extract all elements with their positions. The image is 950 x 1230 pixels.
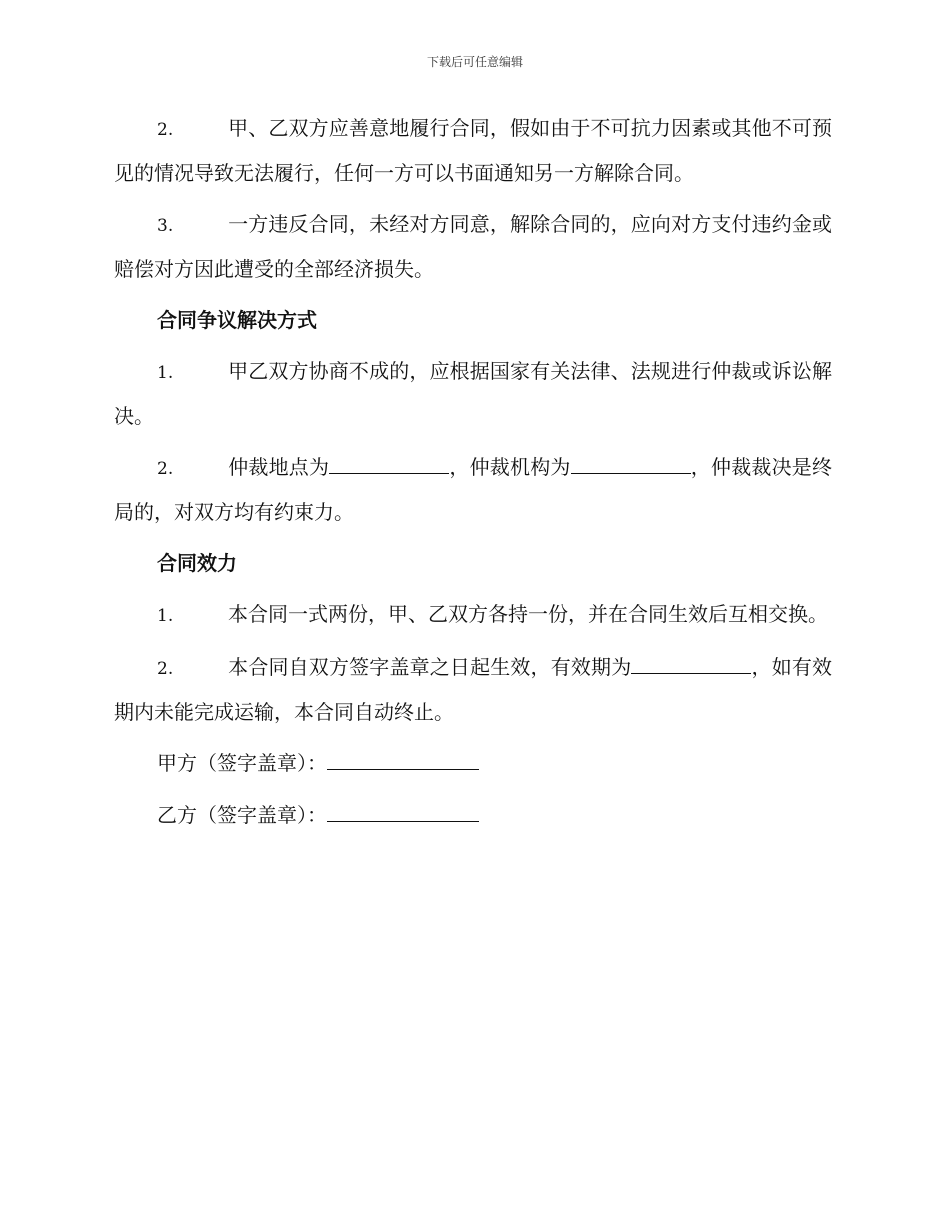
clause-number: 2. [157,459,174,479]
clause-number: 2. [157,120,174,140]
clause-text: ，仲裁裁决是终局的，对双方均有约束力。 [114,455,833,524]
clause-text: 一方违反合同，未经对方同意，解除合同的，应向对方支付违约金或赔偿对方因此遭受的全部经济损失。 [114,212,832,281]
section-heading-effect: 合同效力 [157,551,237,575]
document-body [114,107,832,846]
clause-number: 2. [157,659,174,679]
clause-text: 甲、乙双方应善意地履行合同，假如由于不可抗力因素或其他不可预见的情况导致无法履行，任何一方可以书面通知另一方解除合同。 [114,116,832,185]
clause-termination-3 [114,203,832,291]
signature-party-a [114,742,832,785]
signature-party-b [114,794,832,837]
party-b-signature-blank[interactable] [327,801,479,822]
clause-number: 3. [157,216,174,236]
clause-number: 1. [157,606,174,626]
clause-text: 本合同一式两份，甲、乙双方各持一份，并在合同生效后互相交换。 [228,602,828,626]
arbitration-location-blank[interactable] [329,453,449,474]
section-heading-dispute: 合同争议解决方式 [157,308,317,332]
clause-text: 仲裁地点为 [228,455,330,479]
party-a-signature-blank[interactable] [327,749,479,770]
clause-number: 1. [157,363,174,383]
clause-text: ，仲裁机构为 [449,455,571,479]
clause-text: 本合同自双方签字盖章之日起生效，有效期为 [228,655,632,679]
signature-label: 甲方（签字盖章）： [157,751,327,775]
clause-text: 甲乙双方协商不成的，应根据国家有关法律、法规进行仲裁或诉讼解决。 [114,359,832,428]
clause-termination-2 [114,107,832,195]
clause-dispute-2 [114,446,832,534]
clause-dispute-1 [114,350,832,438]
clause-effect-1 [114,593,832,638]
clause-effect-2 [114,646,832,734]
clause-text: ，如有效期内未能完成运输，本合同自动终止。 [114,655,833,724]
arbitration-institution-blank[interactable] [571,453,691,474]
signature-label: 乙方（签字盖章）： [157,803,327,827]
page-header: 下载后可任意编辑 [426,55,523,69]
validity-period-blank[interactable] [631,653,751,674]
